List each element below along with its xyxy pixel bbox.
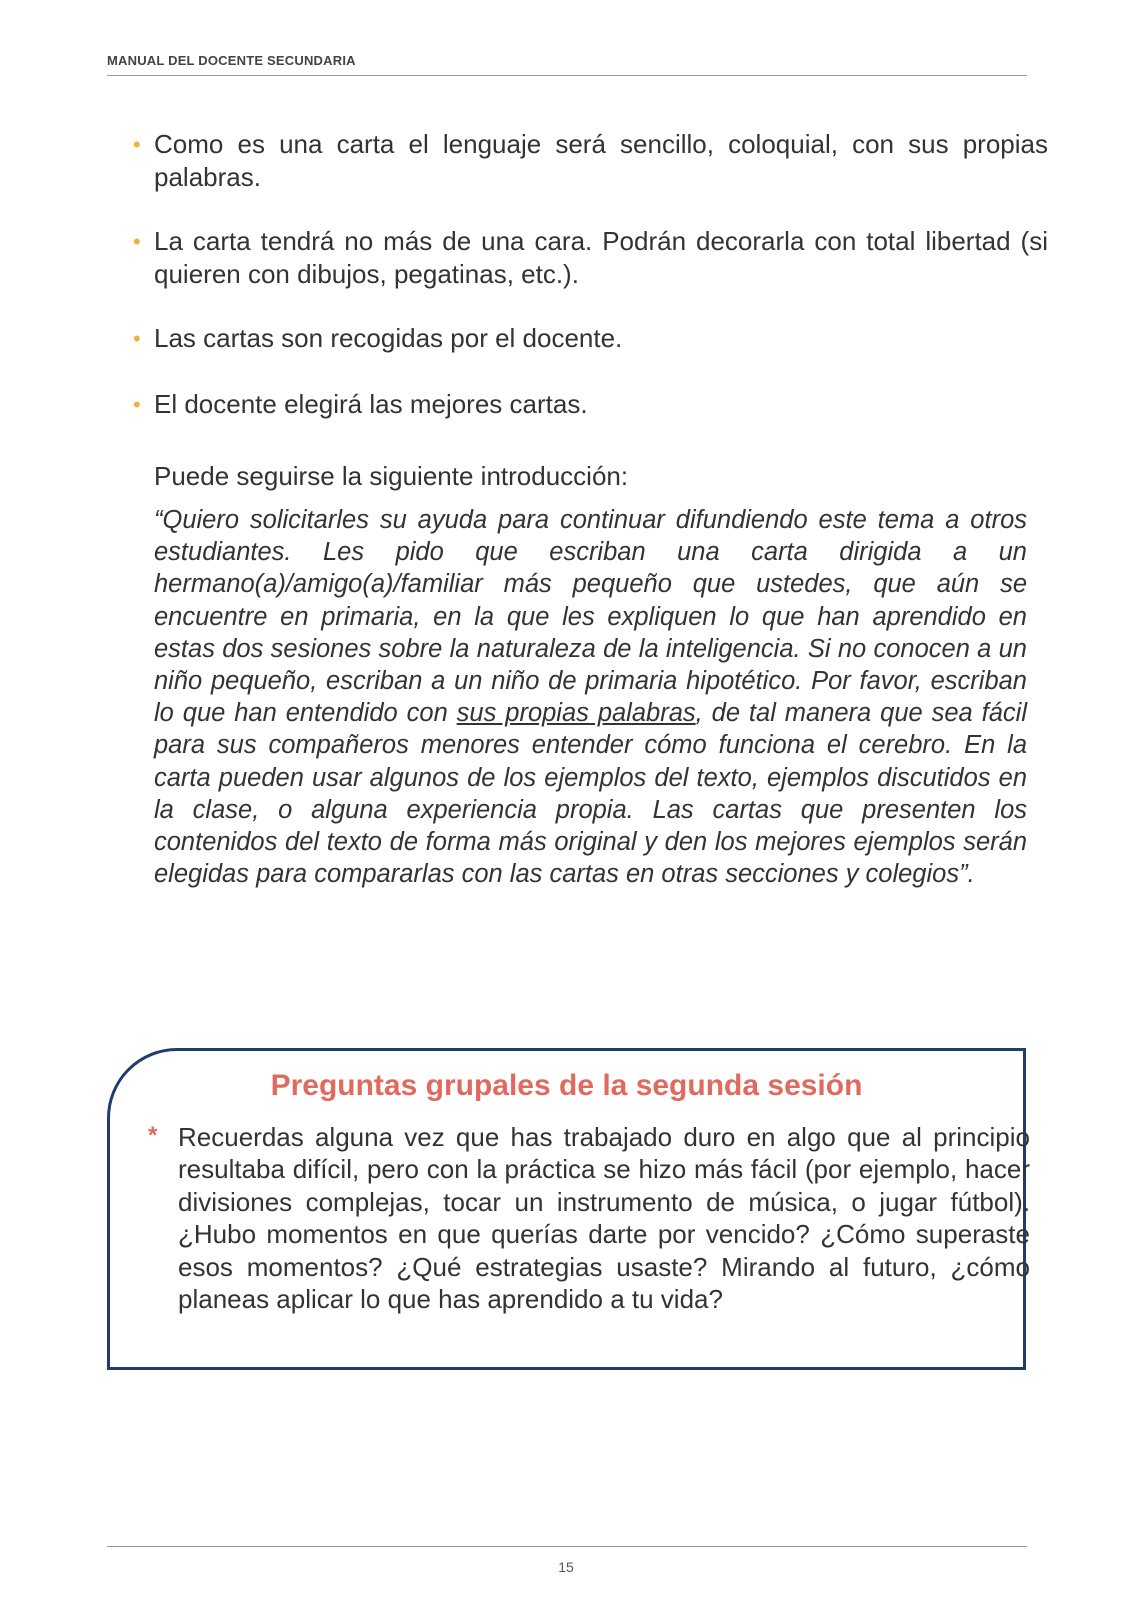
running-header: MANUAL DEL DOCENTE SECUNDARIA <box>107 53 356 68</box>
list-item <box>133 388 1048 421</box>
quote-text-start: “Quiero solicitarles su ayuda para continuar difundiendo este tema a otros estudiantes. Les pido que escriban una carta dirigida a un hermano(a)/amigo(a)/familiar más pequeño que ustedes, que aún se encuentre en primaria, en la que les expliquen lo que han aprendido en estas dos sesiones sobre la naturaleza de la inteligencia. Si no conocen a un niño pequeño, escriban a un niño de primaria hipotético. Por favor, escriban lo que han entendido con <box>154 506 1027 728</box>
question-item <box>148 1121 1030 1315</box>
page-number: 15 <box>558 1559 574 1575</box>
header-divider <box>107 75 1027 76</box>
question-text: Recuerdas alguna vez que has trabajado duro en algo que al principio resultaba difícil, pero con la práctica se hizo más fácil (por ejemplo, hacer divisiones complejas, tocar un instrumento de música, o jugar fútbol). ¿Hubo momentos en que querías darte por vencido? ¿Cómo superaste esos momentos? ¿Qué estrategias usaste? Mirando al futuro, ¿cómo planeas aplicar lo que has aprendido a tu vida? <box>178 1122 1030 1315</box>
bullet-icon: • <box>133 392 141 417</box>
bullet-icon: • <box>133 326 141 351</box>
list-item <box>133 322 1048 355</box>
box-title: Preguntas grupales de la segunda sesión <box>270 1069 863 1102</box>
list-item <box>133 225 1048 291</box>
list-item <box>133 128 1048 194</box>
list-item-text: Como es una carta el lenguaje será sencillo, coloquial, con sus propias palabras. <box>154 129 1048 192</box>
quote-underlined-phrase: sus propias palabras <box>456 699 696 728</box>
quote-text-end: , de tal manera que sea fácil para sus compañeros menores entender cómo funciona el cerebro. En la carta pueden usar algunos de los ejemplos del texto, ejemplos discutidos en la clase, o alguna experiencia propia. Las cartas que presenten los contenidos del texto de forma más original y den los mejores ejemplos serán elegidas para compararlas con las cartas en otras secciones y colegios”. <box>154 699 1027 889</box>
questions-box <box>107 1048 1030 1370</box>
list-item-text: La carta tendrá no más de una cara. Podrán decorarla con total libertad (si quieren con dibujos, pegatinas, etc.). <box>154 226 1048 289</box>
list-item-text: El docente elegirá las mejores cartas. <box>154 389 588 419</box>
bullet-icon: • <box>133 132 141 157</box>
asterisk-icon: * <box>148 1122 158 1149</box>
bullet-icon: • <box>133 229 141 254</box>
list-item-text: Las cartas son recogidas por el docente. <box>154 323 623 353</box>
footer-divider <box>107 1546 1027 1547</box>
quote-paragraph <box>154 504 1027 890</box>
intro-text: Puede seguirse la siguiente introducción: <box>154 461 629 491</box>
